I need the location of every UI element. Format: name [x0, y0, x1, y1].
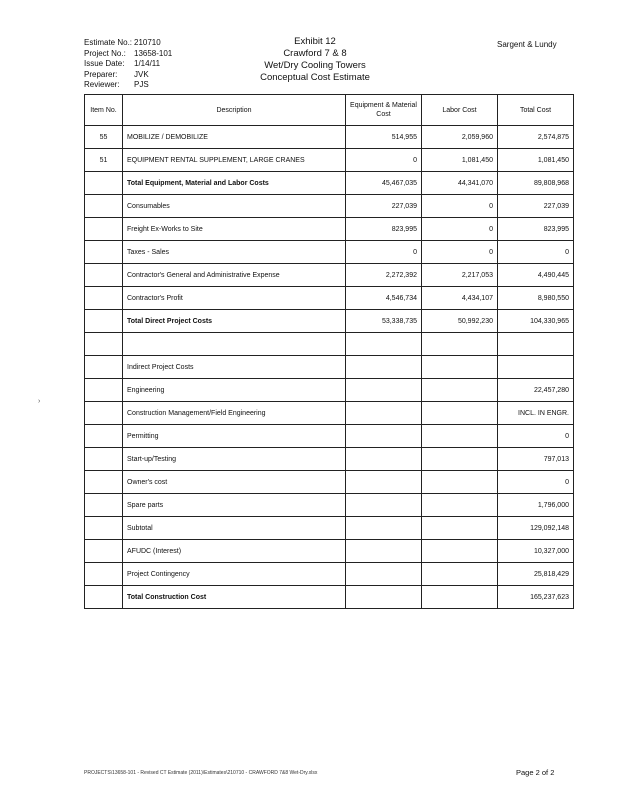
table-row	[85, 517, 574, 540]
equipment-cost-cell	[346, 540, 422, 563]
meta-row	[84, 38, 172, 49]
meta-row	[84, 59, 172, 70]
item-no-cell	[85, 172, 123, 195]
description-cell: Total Equipment, Material and Labor Costs	[123, 172, 346, 195]
labor-cost-cell: 0	[422, 218, 498, 241]
total-cost-cell: 2,574,875	[498, 126, 574, 149]
table-row	[85, 172, 574, 195]
total-cost-cell: 1,796,000	[498, 494, 574, 517]
equipment-cost-cell: 53,338,735	[346, 310, 422, 333]
total-cost-cell: 10,327,000	[498, 540, 574, 563]
labor-cost-cell: 2,217,053	[422, 264, 498, 287]
item-no-cell	[85, 448, 123, 471]
labor-cost-cell	[422, 540, 498, 563]
total-cost-cell: 8,980,550	[498, 287, 574, 310]
description-cell: Start-up/Testing	[123, 448, 346, 471]
total-cost-cell: 104,330,965	[498, 310, 574, 333]
labor-cost-cell	[422, 563, 498, 586]
labor-cost-cell	[422, 586, 498, 609]
table-row	[85, 195, 574, 218]
table-row	[85, 126, 574, 149]
description-cell: Total Construction Cost	[123, 586, 346, 609]
item-no-cell: 55	[85, 126, 123, 149]
exhibit-label: Exhibit 12	[294, 36, 336, 47]
description-cell: EQUIPMENT RENTAL SUPPLEMENT, LARGE CRANES	[123, 149, 346, 172]
description-cell: Engineering	[123, 379, 346, 402]
table-row	[85, 379, 574, 402]
description-cell: Project Contingency	[123, 563, 346, 586]
header-labor-cost: Labor Cost	[422, 95, 498, 126]
equipment-cost-cell	[346, 333, 422, 356]
description-cell: Total Direct Project Costs	[123, 310, 346, 333]
description-cell: Freight Ex-Works to Site	[123, 218, 346, 241]
equipment-cost-cell: 514,955	[346, 126, 422, 149]
table-row	[85, 471, 574, 494]
description-cell: Indirect Project Costs	[123, 356, 346, 379]
item-no-cell: 51	[85, 149, 123, 172]
table-row	[85, 425, 574, 448]
total-cost-cell	[498, 333, 574, 356]
equipment-cost-cell: 0	[346, 241, 422, 264]
labor-cost-cell	[422, 517, 498, 540]
meta-value: 1/14/11	[134, 59, 161, 68]
equipment-cost-cell: 823,995	[346, 218, 422, 241]
total-cost-cell: 0	[498, 241, 574, 264]
plant-name: Crawford 7 & 8	[283, 48, 347, 59]
estimate-metadata	[84, 38, 172, 91]
item-no-cell	[85, 218, 123, 241]
total-cost-cell: 0	[498, 425, 574, 448]
description-cell: Permitting	[123, 425, 346, 448]
table-row	[85, 540, 574, 563]
meta-value: PJS	[134, 80, 149, 89]
company-name: Sargent & Lundy	[497, 40, 557, 49]
labor-cost-cell	[422, 471, 498, 494]
meta-row	[84, 80, 172, 91]
table-row	[85, 563, 574, 586]
table-header-row	[85, 95, 574, 126]
equipment-cost-cell: 0	[346, 149, 422, 172]
equipment-cost-cell	[346, 448, 422, 471]
equipment-cost-cell	[346, 471, 422, 494]
description-cell: Subtotal	[123, 517, 346, 540]
equipment-cost-cell	[346, 356, 422, 379]
description-cell: Taxes - Sales	[123, 241, 346, 264]
equipment-cost-cell: 227,039	[346, 195, 422, 218]
labor-cost-cell	[422, 379, 498, 402]
meta-row	[84, 70, 172, 81]
item-no-cell	[85, 517, 123, 540]
labor-cost-cell	[422, 356, 498, 379]
item-no-cell	[85, 287, 123, 310]
meta-value: 13658-101	[134, 48, 173, 58]
total-cost-cell: INCL. IN ENGR.	[498, 402, 574, 425]
meta-label: Estimate No.:	[84, 38, 133, 47]
meta-value: JVK	[134, 69, 149, 79]
item-no-cell	[85, 195, 123, 218]
labor-cost-cell: 0	[422, 195, 498, 218]
table-row	[85, 287, 574, 310]
labor-cost-cell	[422, 494, 498, 517]
description-cell: Consumables	[123, 195, 346, 218]
table-row	[85, 310, 574, 333]
description-cell: Contractor's Profit	[123, 287, 346, 310]
description-cell: Construction Management/Field Engineering	[123, 402, 346, 425]
table-row	[85, 218, 574, 241]
labor-cost-cell: 0	[422, 241, 498, 264]
equipment-cost-cell	[346, 517, 422, 540]
header-item-no: Item No.	[85, 95, 123, 126]
equipment-cost-cell	[346, 494, 422, 517]
total-cost-cell	[498, 356, 574, 379]
total-cost-cell: 4,490,445	[498, 264, 574, 287]
table-row	[85, 586, 574, 609]
table-row	[85, 264, 574, 287]
table-row	[85, 356, 574, 379]
total-cost-cell: 22,457,280	[498, 379, 574, 402]
equipment-cost-cell	[346, 402, 422, 425]
item-no-cell	[85, 425, 123, 448]
meta-label: Preparer:	[84, 69, 118, 79]
total-cost-cell: 165,237,623	[498, 586, 574, 609]
item-no-cell	[85, 356, 123, 379]
meta-label: Reviewer:	[84, 80, 120, 89]
labor-cost-cell	[422, 333, 498, 356]
table-row	[85, 149, 574, 172]
item-no-cell	[85, 379, 123, 402]
table-row	[85, 494, 574, 517]
description-cell: Contractor's General and Administrative Expense	[123, 264, 346, 287]
labor-cost-cell: 50,992,230	[422, 310, 498, 333]
meta-value: 210710	[134, 38, 161, 47]
labor-cost-cell	[422, 448, 498, 471]
document-title	[230, 36, 400, 84]
item-no-cell	[85, 264, 123, 287]
item-no-cell	[85, 471, 123, 494]
total-cost-cell: 129,092,148	[498, 517, 574, 540]
item-no-cell	[85, 402, 123, 425]
item-no-cell	[85, 563, 123, 586]
equipment-cost-cell	[346, 586, 422, 609]
item-no-cell	[85, 540, 123, 563]
header-total-cost: Total Cost	[498, 95, 574, 126]
equipment-cost-cell	[346, 379, 422, 402]
total-cost-cell: 227,039	[498, 195, 574, 218]
item-no-cell	[85, 494, 123, 517]
description-cell: AFUDC (Interest)	[123, 540, 346, 563]
labor-cost-cell	[422, 425, 498, 448]
description-cell: Spare parts	[123, 494, 346, 517]
total-cost-cell: 1,081,450	[498, 149, 574, 172]
meta-label: Project No.:	[84, 48, 126, 58]
item-no-cell	[85, 333, 123, 356]
table-row	[85, 241, 574, 264]
table-row	[85, 402, 574, 425]
table-row	[85, 448, 574, 471]
page-number: Page 2 of 2	[516, 768, 555, 777]
equipment-cost-cell	[346, 563, 422, 586]
equipment-cost-cell: 4,546,734	[346, 287, 422, 310]
description-cell: Owner's cost	[123, 471, 346, 494]
labor-cost-cell: 2,059,960	[422, 126, 498, 149]
header-description: Description	[123, 95, 346, 126]
description-cell	[123, 333, 346, 356]
item-no-cell	[85, 241, 123, 264]
meta-row	[84, 49, 172, 60]
margin-mark: ›	[38, 398, 41, 405]
header-equipment-material-cost: Equipment & Material Cost	[346, 95, 422, 126]
total-cost-cell: 823,995	[498, 218, 574, 241]
description-cell: MOBILIZE / DEMOBILIZE	[123, 126, 346, 149]
equipment-cost-cell: 2,272,392	[346, 264, 422, 287]
labor-cost-cell	[422, 402, 498, 425]
labor-cost-cell: 44,341,070	[422, 172, 498, 195]
labor-cost-cell: 1,081,450	[422, 149, 498, 172]
meta-label: Issue Date:	[84, 59, 125, 68]
total-cost-cell: 797,013	[498, 448, 574, 471]
item-no-cell	[85, 586, 123, 609]
cost-estimate-table	[84, 94, 574, 609]
equipment-cost-cell: 45,467,035	[346, 172, 422, 195]
file-path-footer: PROJECTS\13658-101 - Revised CT Estimate (2011)\Estimates\210710 - CRAWFORD 7&8 Wet-Dry.xlsx	[84, 770, 318, 776]
total-cost-cell: 89,808,968	[498, 172, 574, 195]
total-cost-cell: 25,818,429	[498, 563, 574, 586]
item-no-cell	[85, 310, 123, 333]
total-cost-cell: 0	[498, 471, 574, 494]
estimate-type: Conceptual Cost Estimate	[260, 72, 370, 83]
labor-cost-cell: 4,434,107	[422, 287, 498, 310]
equipment-cost-cell	[346, 425, 422, 448]
subject-line: Wet/Dry Cooling Towers	[264, 60, 366, 71]
table-row	[85, 333, 574, 356]
